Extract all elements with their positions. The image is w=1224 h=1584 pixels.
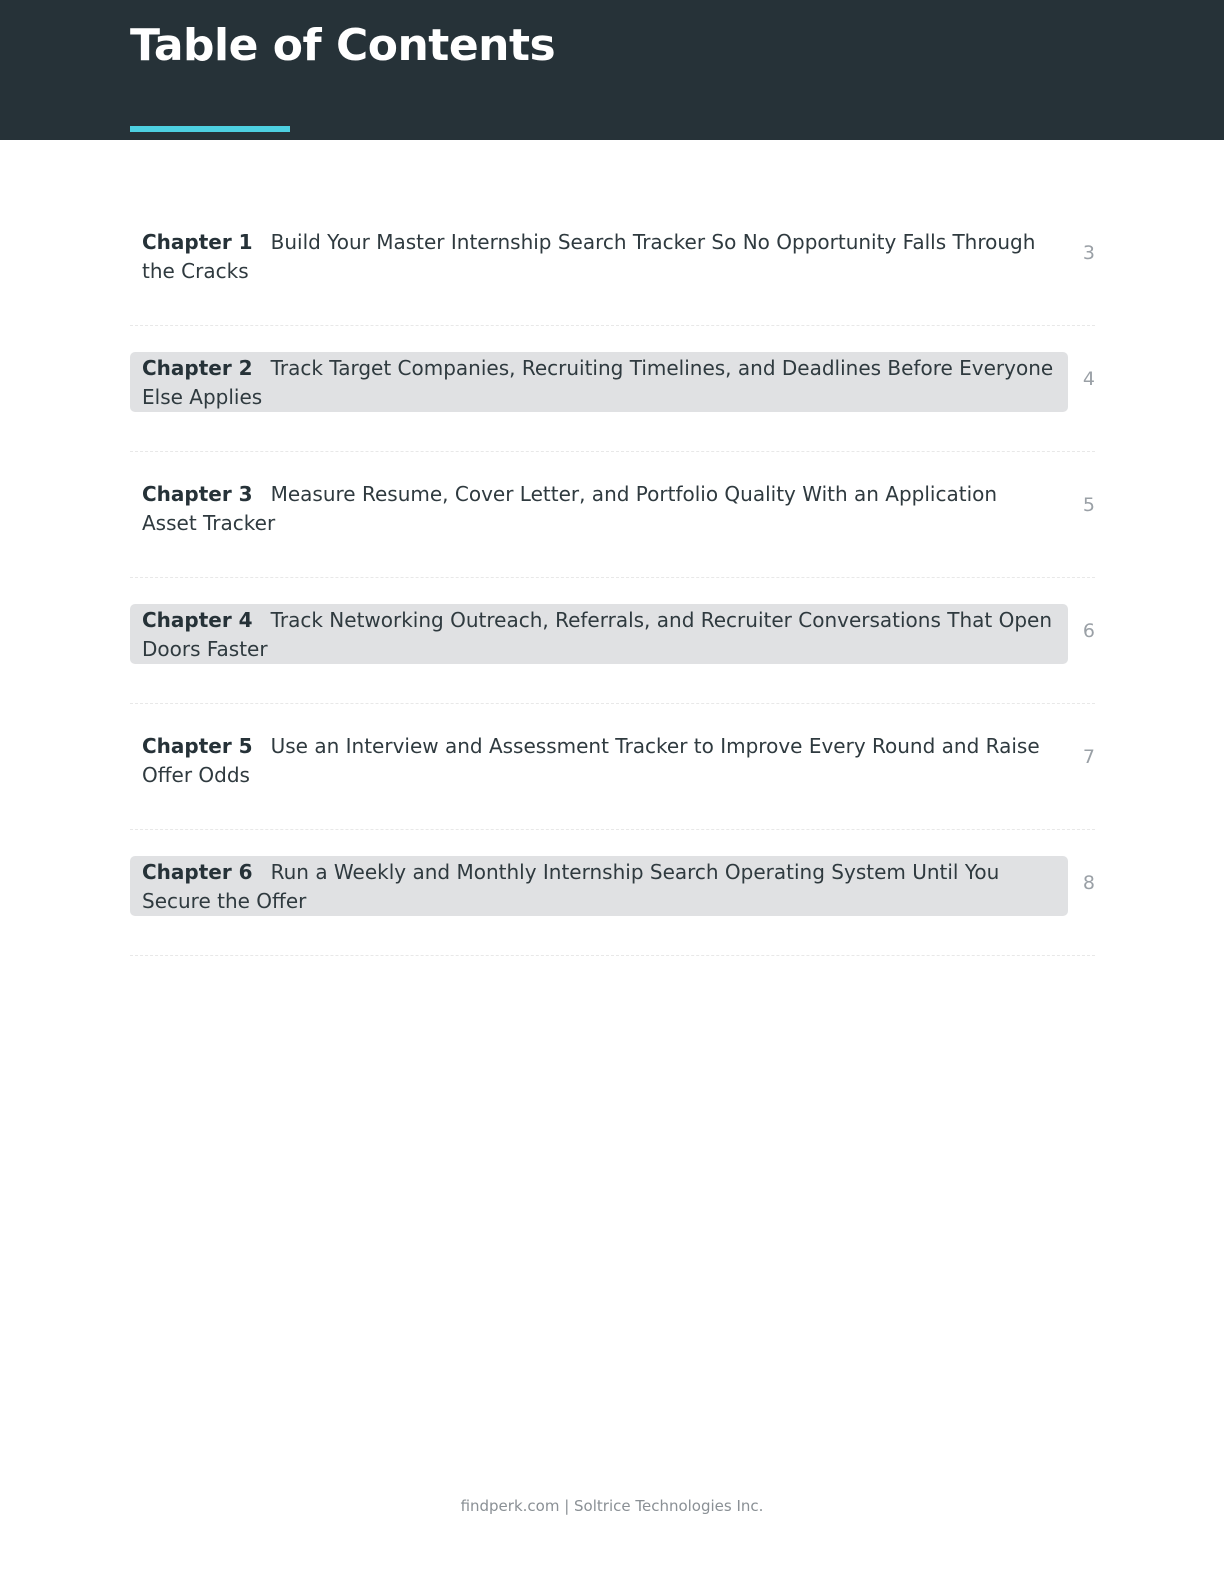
page-title: Table of Contents	[130, 20, 556, 71]
page-footer: findperk.com | Soltrice Technologies Inc.	[460, 1497, 764, 1515]
page-number: 7	[1082, 746, 1095, 768]
chapter-label: Chapter 1	[142, 230, 253, 254]
chapter-title: Track Target Companies, Recruiting Timelines, and Deadlines Before Everyone Else Applies	[142, 356, 1054, 409]
chapter-label: Chapter 5	[142, 734, 253, 758]
toc-entry-5[interactable]	[130, 704, 1095, 830]
toc-entry-1[interactable]	[130, 200, 1095, 326]
toc-entry-3[interactable]	[130, 452, 1095, 578]
toc-entry-box	[130, 730, 1068, 790]
page-header	[0, 0, 1224, 140]
toc-entry-4[interactable]	[130, 578, 1095, 704]
chapter-label: Chapter 2	[142, 356, 253, 380]
chapter-title: Track Networking Outreach, Referrals, and Recruiter Conversations That Open Doors Faster	[142, 608, 1053, 661]
table-of-contents	[130, 200, 1095, 956]
chapter-label: Chapter 6	[142, 860, 253, 884]
chapter-title: Measure Resume, Cover Letter, and Portfolio Quality With an Application Asset Tracker	[142, 482, 998, 535]
page-number: 5	[1082, 494, 1095, 516]
chapter-title: Build Your Master Internship Search Tracker So No Opportunity Falls Through the Cracks	[142, 230, 1036, 283]
page-number: 3	[1082, 242, 1095, 264]
chapter-label: Chapter 4	[142, 608, 253, 632]
toc-entry-2[interactable]	[130, 326, 1095, 452]
chapter-title: Use an Interview and Assessment Tracker to Improve Every Round and Raise Offer Odds	[142, 734, 1040, 787]
page-number: 4	[1082, 368, 1095, 390]
toc-entry-box	[130, 856, 1068, 916]
page-number: 6	[1082, 620, 1095, 642]
toc-entry-box	[130, 604, 1068, 664]
toc-entry-box	[130, 226, 1068, 286]
title-accent-bar	[130, 126, 290, 132]
toc-entry-box	[130, 352, 1068, 412]
chapter-label: Chapter 3	[142, 482, 253, 506]
toc-entry-6[interactable]	[130, 830, 1095, 956]
page-number: 8	[1082, 872, 1095, 894]
chapter-title: Run a Weekly and Monthly Internship Search Operating System Until You Secure the Offer	[142, 860, 1000, 913]
toc-entry-box	[130, 478, 1068, 538]
